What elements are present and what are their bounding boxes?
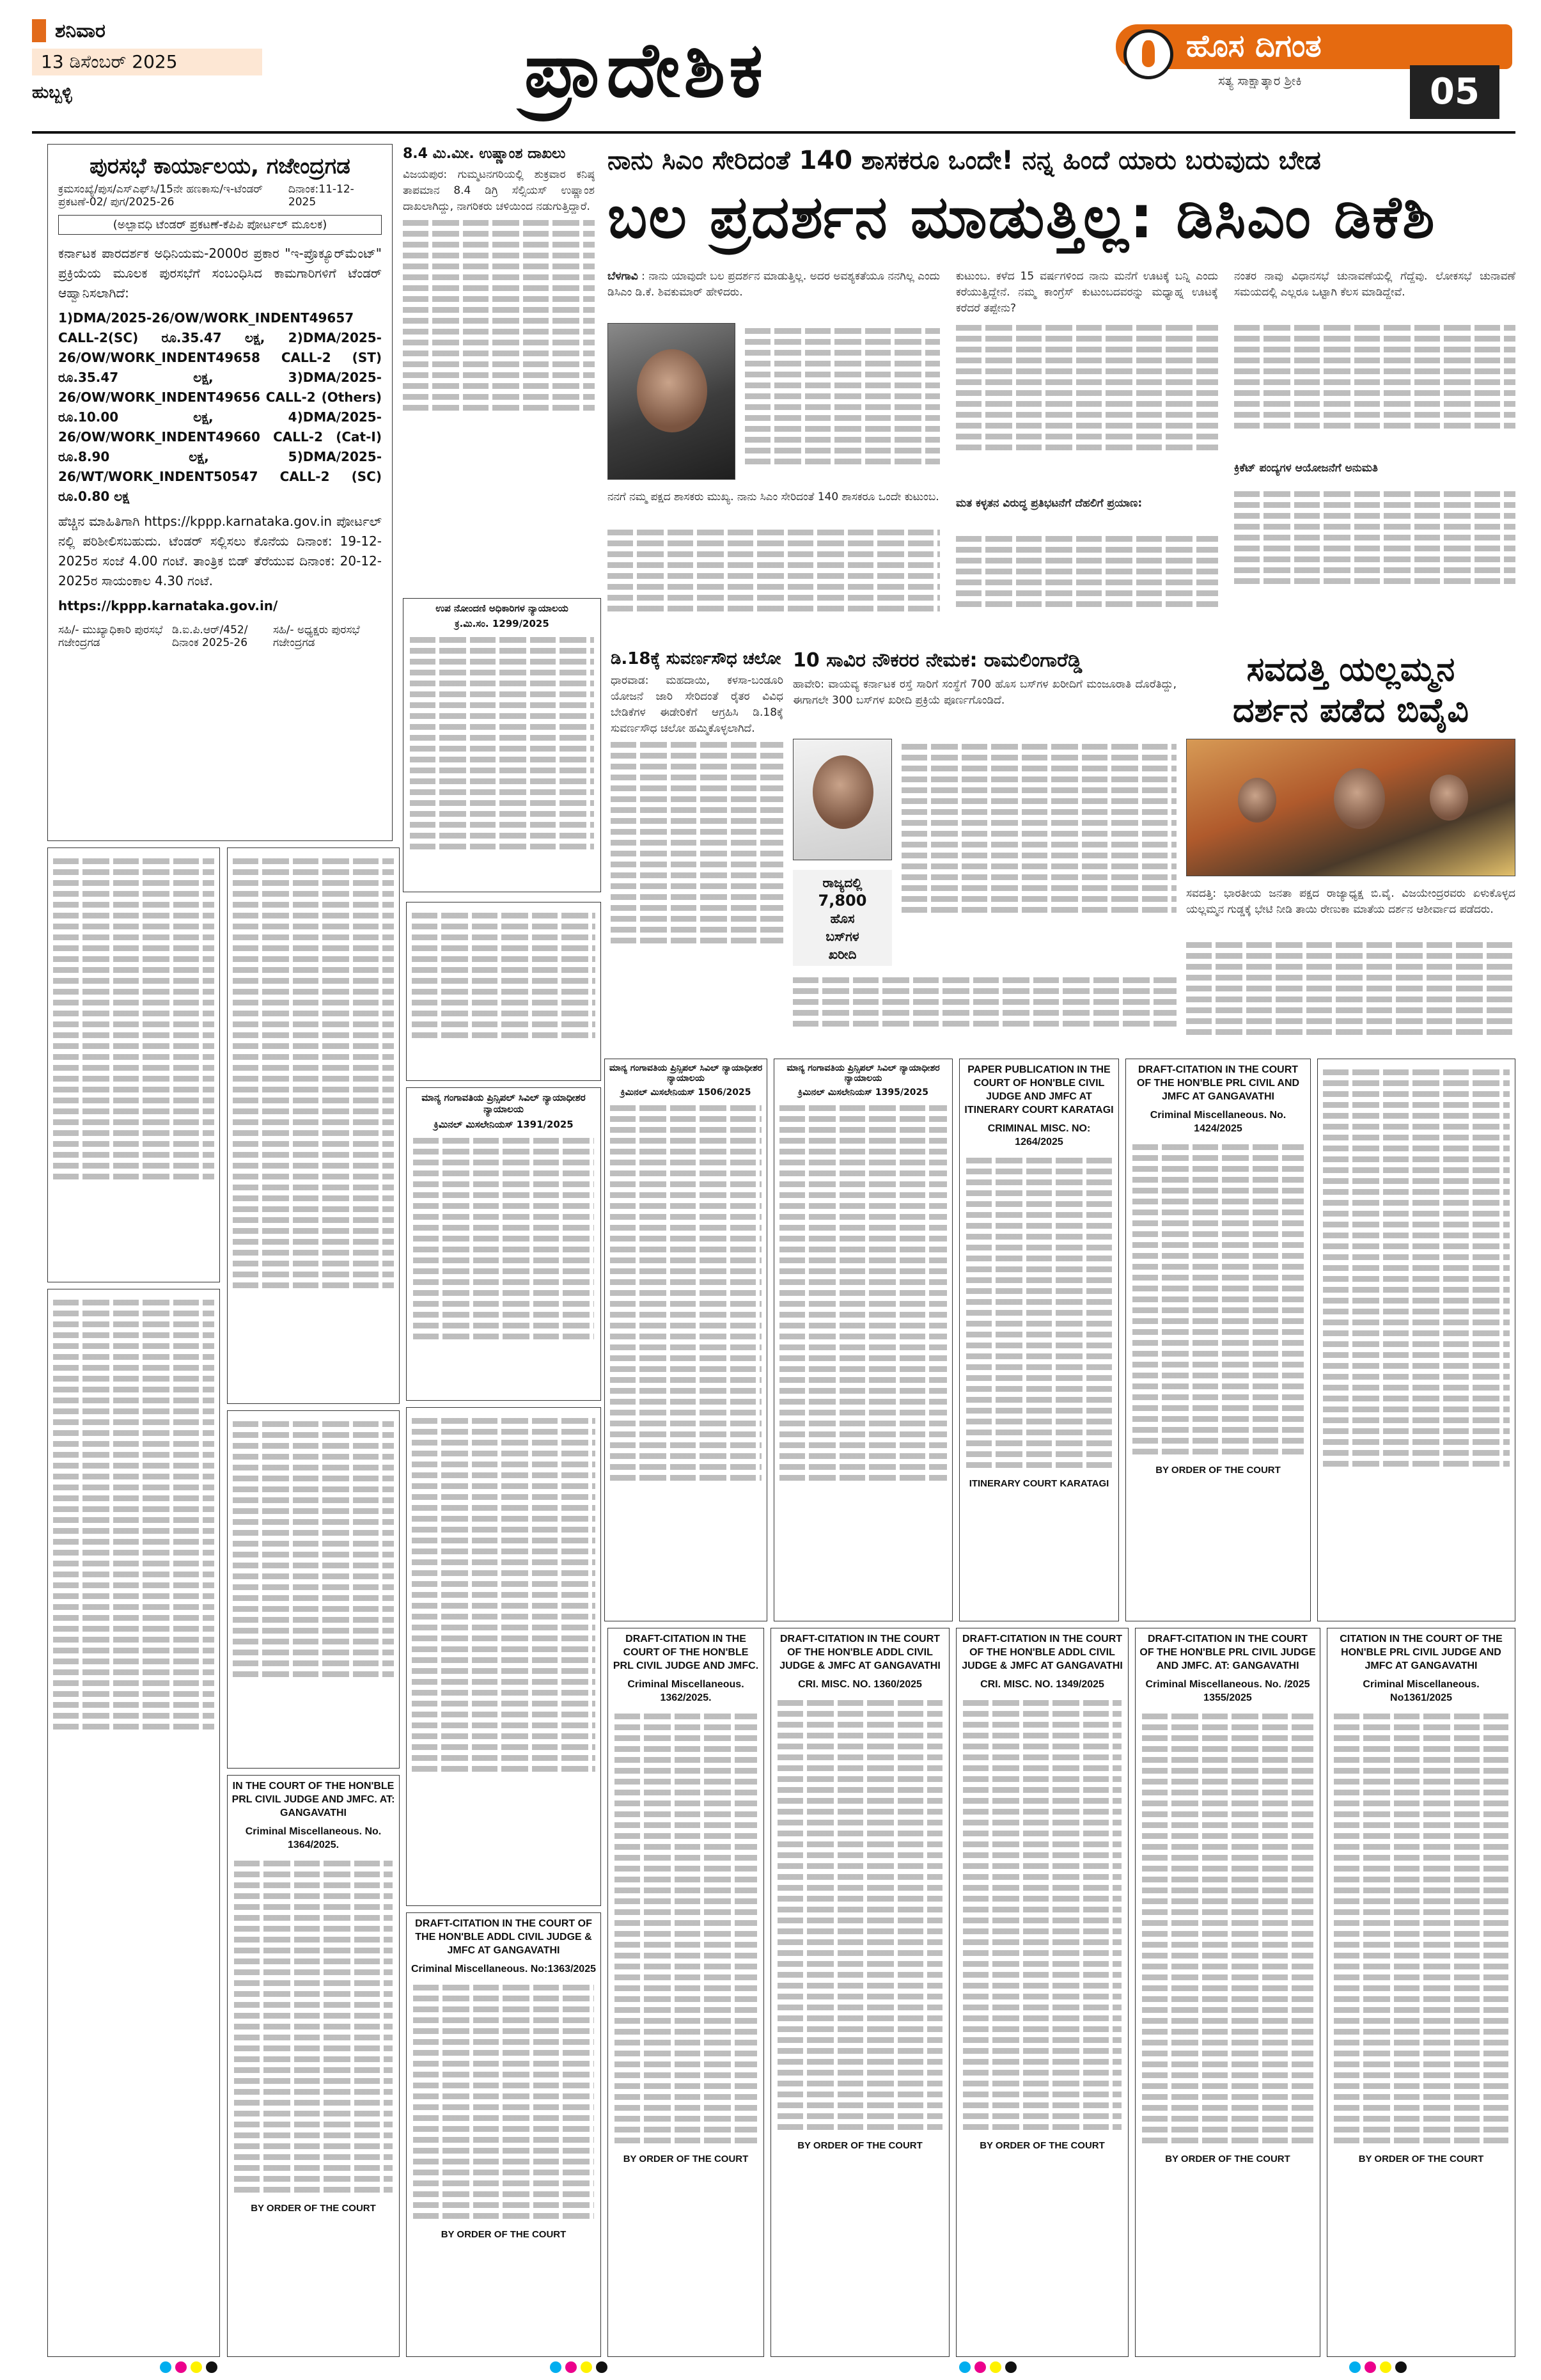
notice-heading: ಮಾನ್ಯ ಗಂಗಾವತಿಯ ಪ್ರಿನ್ಸಿಪಲ್ ಸಿವಿಲ್ ನ್ಯಾಯಾಧೀಶರ ನ್ಯಾಯಾಲಯ (609, 1063, 763, 1084)
court-notice-en-9 (1327, 1628, 1515, 2357)
lead-subhead-1: ಮತ ಕಳ್ಳತನ ವಿರುದ್ಧ ಪ್ರತಿಭಟನೆಗೆ ದೆಹಲಿಗೆ ಪ್ರಯಾಣ: (956, 497, 1143, 510)
notice-heading: DRAFT-CITATION IN THE COURT OF THE HON'BLE ADDL CIVIL JUDGE & JMFC AT GANGAVATHI (779, 1634, 941, 1671)
court-notice-en-3 (227, 1775, 400, 2357)
lead-col1-lines (745, 323, 940, 469)
court-notice-en-4 (406, 1912, 601, 2357)
notice-footer: BY ORDER OF THE COURT (1358, 2154, 1484, 2164)
notice-left-4 (227, 1410, 400, 1769)
lead-col1: ನಾನು ಯಾವುದೇ ಬಲ ಪ್ರದರ್ಶನ ಮಾಡುತ್ತಿಲ್ಲ. ಅದರ ಅವಶ್ಯಕತೆಯೂ ನನಗಿಲ್ಲ ಎಂದು ಡಿಸಿಎಂ ಡಿ.ಕೆ. ಶಿವಕುಮಾರ್ ಹೇಳಿದರು. (607, 270, 940, 299)
story-savadatti (1186, 649, 1515, 1065)
notice-case-number: Criminal Miscellaneous. No. /2025 1355/2025 (1145, 1679, 1310, 1703)
notice-heading: ಮಾನ್ಯ ಗಂಗಾವತಿಯ ಪ್ರಿನ್ಸಿಪಲ್ ಸಿವಿಲ್ ನ್ಯಾಯಾಧೀಶರ ನ್ಯಾಯಾಲಯ (786, 1063, 940, 1084)
notice-case-number: Criminal Miscellaneous. No1361/2025 (1363, 1679, 1480, 1703)
tender-body-dates: ಹೆಚ್ಚಿನ ಮಾಹಿತಿಗಾಗಿ https://kppp.karnataka.gov.in ಪೋರ್ಟಲ್ ನಲ್ಲಿ ಪರಿಶೀಲಿಸಬಹುದು. ಟೆಂಡರ್ ಸಲ್ಲಿಸಲು ಕೊನೆಯ ದಿನಾಂಕ: 19-12-2025ರ ಸಂಜೆ 4.00 ಗಂಟೆ. ತಾಂತ್ರಿಕ ಬಿಡ್ ತೆರೆಯುವ ದಿನಾಂಕ: 20-12-2025ರ ಸಾಯಂಕಾಲ 4.30 ಗಂಟೆ. (58, 514, 382, 588)
lead-headline: ಬಲ ಪ್ರದರ್ಶನ ಮಾಡುತ್ತಿಲ್ಲ: ಡಿಸಿಎಂ ಡಿಕೆಶಿ (607, 183, 1436, 251)
brief-temperature (403, 146, 595, 587)
story-suvarnasoudha (611, 649, 783, 1020)
notice-footer: BY ORDER OF THE COURT (1165, 2154, 1290, 2164)
notice-left-2 (47, 1289, 220, 2357)
cmyk-registration-marks (959, 2361, 1017, 2373)
notice-footer: BY ORDER OF THE COURT (441, 2229, 567, 2240)
notice-case-number: CRIMINAL MISC. NO: 1264/2025 (987, 1123, 1091, 1147)
buses-factbox (793, 870, 892, 966)
notice-left-3 (227, 847, 400, 1404)
court-notice-en-2 (1125, 1059, 1311, 1621)
brand-name: ಹೊಸ ದಿಗಂತ (1186, 28, 1322, 64)
d18-body: ಧಾರವಾಡ: ಮಹದಾಯಿ, ಕಳಸಾ-ಬಂಡೂರಿ ಯೋಜನೆ ಜಾರಿ ಸೇರಿದಂತೆ ರೈತರ ವಿವಿಧ ಬೇಡಿಕೆಗಳ ಈಡೇರಿಕೆಗೆ ಆಗ್ರಹಿಸಿ ಡಿ.18ಕ್ಕೆ ಸುವರ್ಣಸೌಧ ಚಲೋ ಹಮ್ಮಿಕೊಳ್ಳಲಾಗಿದೆ. (611, 674, 783, 735)
cmyk-registration-marks (550, 2361, 607, 2373)
notice-footer: ITINERARY COURT KARATAGI (969, 1478, 1109, 1489)
issue-date: 13 ಡಿಸೆಂಬರ್ 2025 (32, 49, 262, 75)
tender-subtitle: (ಅಲ್ಪಾವಧಿ ಟೆಂಡರ್ ಪ್ರಕಟಣೆ-ಕೆಪಿಪಿ ಪೋರ್ಟಲ್ ಮೂಲಕ) (58, 215, 382, 235)
lead-subhead-2: ಕ್ರಿಕೆಟ್ ಪಂದ್ಯಗಳ ಆಯೋಜನೆಗೆ ಅನುಮತಿ (1234, 462, 1378, 475)
lead-story: ಬೆಳಗಾವಿ : ನಾನು ಯಾವುದೇ ಬಲ ಪ್ರದರ್ಶನ ಮಾಡುತ್ತಿಲ್ಲ. ಅದರ ಅವಶ್ಯಕತೆಯೂ ನನಗಿಲ್ಲ ಎಂದು ಡಿಸಿಎಂ ಡಿ.ಕೆ. ಶಿವಕುಮಾರ್ ಹೇಳಿದರು. ನನಗೆ ನಮ್ಮ ಪಕ್ಷದ ಶಾಸಕರು ಮುಖ್ಯ. ನಾನು ಸಿಎಂ ಸೇರಿದಂತೆ 140 ಶಾಸಕರೂ ಒಂದೇ ಕುಟುಂಬ. ಕುಟುಂಬ. ಕಳೆದ 15 ವರ್ಷಗಳಿಂದ ನಾನು ಮನೆಗೆ ಊಟಕ್ಕೆ ಬನ್ನಿ ಎಂದು ಕರೆಯುತ್ತಿದ್ದೇನೆ. ನಮ್ಮ ಕಾಂಗ್ರೆಸ್ ಕುಟುಂಬದವರನ್ನು ಮಧ್ಯಾಹ್ನ ಊಟಕ್ಕೆ ಕರೆದರೆ ತಪ್ಪೇನು? ಮತ ಕಳ್ಳತನ ವಿರುದ್ಧ ಪ್ರತಿಭಟನೆಗೆ ದೆಹಲಿಗೆ ಪ್ರಯಾಣ: ನಂತರ ನಾವು ವಿಧಾನಸಭೆ ಚುನಾವಣೆಯಲ್ಲಿ ಗೆದ್ದೆವು. ಲೋಕಸಭೆ ಚುನಾವಣೆ ಸಮಯದಲ್ಲಿ ಎಲ್ಲರೂ ಒಟ್ಟಾಗಿ ಕೆಲಸ ಮಾಡಿದ್ದೇವೆ. ಕ್ರಿಕೆಟ್ ಪಂದ್ಯಗಳ ಆಯೋಜನೆಗೆ ಅನುಮತಿ (607, 269, 1515, 640)
notice-case-number: ಕ್ರ.ಮಿ.ಸಂ. 1299/2025 (455, 618, 549, 629)
notice-case-number: ಕ್ರಿಮಿನಲ್ ಮಿಸಲೇನಿಯಸ್ 1506/2025 (620, 1087, 751, 1098)
brand-logo-block (1116, 24, 1512, 120)
notice-footer: BY ORDER OF THE COURT (623, 2154, 749, 2164)
notice-mid-small (406, 902, 601, 1081)
tender-body-intro: ಕರ್ನಾಟಕ ಪಾರದರ್ಶಕ ಅಧಿನಿಯಮ-2000ರ ಪ್ರಕಾರ "ಇ-ಪ್ರೊಕ್ಯೂರ್‌ಮೆಂಟ್" ಪ್ರಕ್ರಿಯೆಯ ಮೂಲಕ ಪುರಸಭೆಗೆ ಸಂಬಂಧಿಸಿದ ಕಾಮಗಾರಿಗಳಿಗೆ ಟೆಂಡರ್ ಆಹ್ವಾನಿಸಲಾಗಿದೆ: (58, 246, 382, 301)
court-notice-en-6 (770, 1628, 950, 2357)
tender-reference (48, 183, 392, 209)
notice-case-number: ಕ್ರಿಮಿನಲ್ ಮಿಸಲೇನಿಯಸ್ 1391/2025 (434, 1119, 574, 1130)
notice-heading: IN THE COURT OF THE HON'BLE PRL CIVIL JUDGE AND JMFC. AT: GANGAVATHI (231, 1781, 395, 1818)
brief-text-lines (403, 220, 595, 411)
dk-shivakumar-photo (607, 323, 735, 480)
masthead-rule (32, 131, 1515, 134)
notice-case-number: Criminal Miscellaneous. No. 1364/2025. (245, 1826, 382, 1850)
court-notice-en-8 (1135, 1628, 1320, 2357)
notice-footer: BY ORDER OF THE COURT (980, 2140, 1105, 2151)
tender-work-codes: 1)DMA/2025-26/OW/WORK_INDENT49657 CALL-2(SC) ರೂ.35.47 ಲಕ್ಷ, 2)DMA/2025-26/OW/WORK_INDENT49658 CALL-2 (ST) ರೂ.35.47 ಲಕ್ಷ, 3)DMA/2025-26/OW/WORK_INDENT49656 CALL-2 (Others) ರೂ.10.00 ಲಕ್ಷ, 4)DMA/2025-26/OW/WORK_INDENT49660 CALL-2 (Cat-I) ರೂ.8.90 ಲಕ್ಷ, 5)DMA/2025-26/WT/WORK_INDENT50547 CALL-2 (SC) ರೂ.0.80 ಲಕ್ಷ (58, 310, 382, 504)
tender-title: ಪುರಸಭೆ ಕಾರ್ಯಾಲಯ, ಗಜೇಂದ್ರಗಡ (90, 154, 350, 179)
ramalingareddy-photo (793, 739, 892, 860)
notice-footer: BY ORDER OF THE COURT (1155, 1465, 1281, 1476)
notice-case-number: Criminal Miscellaneous. No:1363/2025 (411, 1964, 596, 1974)
factbox-number: 7,800 (818, 892, 867, 910)
factbox-line: ಬಸ್‌ಗಳ (825, 929, 859, 944)
tender-portal-link[interactable]: https://kppp.karnataka.gov.in/ (58, 598, 278, 613)
savadatti-title-2: ದರ್ಶನ ಪಡೆದ ಬಿವೈವಿ (1233, 691, 1469, 730)
notice-left-1 (47, 847, 220, 1282)
tender-ref-number: ಕ್ರಮಸಂಖ್ಯೆ/ಪುಸ/ಎಸ್‌ಎಫ್‌ಸಿ/15ನೇ ಹಣಕಾಸು/ಇ-ಟೆಂಡರ್ ಪ್ರಕಟಣೆ-02/ ಪುಗ/2025-26 (58, 183, 263, 209)
notice-heading: DRAFT-CITATION IN THE COURT OF THE HON'BLE PRL CIVIL JUDGE AND JMFC. (613, 1634, 759, 1671)
court-notice-kn-3 (604, 1059, 767, 1621)
notice-case-number: Criminal Miscellaneous. No. 1424/2025 (1150, 1110, 1287, 1134)
factbox-line: ಹೊಸ (830, 911, 855, 926)
notice-heading: DRAFT-CITATION IN THE COURT OF THE HON'BLE ADDL CIVIL JUDGE & JMFC AT GANGAVATHI (962, 1634, 1123, 1671)
notice-heading: ಮಾನ್ಯ ಗಂಗಾವತಿಯ ಪ್ರಿನ್ಸಿಪಲ್ ಸಿವಿಲ್ ನ್ಯಾಯಾಧೀಶರ ನ್ಯಾಯಾಲಯ (421, 1092, 586, 1115)
vijayendra-temple-photo (1186, 739, 1515, 876)
lead-dateline: ಬೆಳಗಾವಿ (607, 270, 638, 283)
lead-col2: ಕುಟುಂಬ. ಕಳೆದ 15 ವರ್ಷಗಳಿಂದ ನಾನು ಮನೆಗೆ ಊಟಕ್ಕೆ ಬನ್ನಿ ಎಂದು ಕರೆಯುತ್ತಿದ್ದೇನೆ. ನಮ್ಮ ಕಾಂಗ್ರೆಸ್ ಕುಟುಂಬದವರನ್ನು ಮಧ್ಯಾಹ್ನ ಊಟಕ್ಕೆ ಕರೆದರೆ ತಪ್ಪೇನು? (956, 270, 1218, 315)
jobs-body: ಹಾವೇರಿ: ವಾಯವ್ಯ ಕರ್ನಾಟಕ ರಸ್ತೆ ಸಾರಿಗೆ ಸಂಸ್ಥೆಗೆ 700 ಹೊಸ ಬಸ್‌ಗಳ ಖರೀದಿಗೆ ಮಂಜೂರಾತಿ ದೊರೆತಿದ್ದು, ಈಗಾಗಲೇ 300 ಬಸ್‌ಗಳ ಖರೀದಿ ಪ್ರಕ್ರಿಯೆ ಪೂರ್ಣಗೊಂಡಿದೆ. (793, 678, 1177, 707)
court-notice-en-5 (607, 1628, 764, 2357)
jobs-title: 10 ಸಾವಿರ ನೌಕರರ ನೇಮಕ: ರಾಮಲಿಂಗಾರೆಡ್ಡಿ (793, 649, 1083, 672)
page-number: 05 (1410, 65, 1499, 119)
notice-heading: CITATION IN THE COURT OF THE HON'BLE PRL CIVIL JUDGE AND JMFC AT GANGAVATHI (1340, 1634, 1503, 1671)
notice-heading: ಉಪ ನೋಂದಣಿ ಅಧಿಕಾರಿಗಳ ನ್ಯಾಯಾಲಯ (435, 603, 568, 614)
notice-footer: BY ORDER OF THE COURT (797, 2140, 923, 2151)
tender-sign-left: ಸಹಿ/- ಮುಖ್ಯಾಧಿಕಾರಿ ಪುರಸಭೆ ಗಜೇಂದ್ರಗಡ (58, 624, 163, 649)
notice-heading: DRAFT-CITATION IN THE COURT OF THE HON'BLE PRL CIVIL JUDGE AND JMFC. AT: GANGAVATHI (1139, 1634, 1316, 1671)
tender-sign-right: ಸಹಿ/- ಅಧ್ಯಕ್ಷರು ಪುರಸಭೆ ಗಜೇಂದ್ರಗಡ (273, 624, 360, 649)
notice-right-kn (1317, 1059, 1515, 1621)
notice-footer: BY ORDER OF THE COURT (251, 2203, 376, 2214)
factbox-line: ಖರೀದಿ (828, 947, 857, 962)
notice-case-number: CRI. MISC. NO. 1349/2025 (980, 1679, 1104, 1690)
court-notice-kn-4 (774, 1059, 953, 1621)
story-recruitment (793, 649, 1177, 1052)
masthead (0, 0, 1541, 138)
section-title: ಪ್ರಾದೇಶಿಕ (524, 26, 767, 114)
lead-col1b: ನನಗೆ ನಮ್ಮ ಪಕ್ಷದ ಶಾಸಕರು ಮುಖ್ಯ. ನಾನು ಸಿಎಂ ಸೇರಿದಂತೆ 140 ಶಾಸಕರೂ ಒಂದೇ ಕುಟುಂಬ. (607, 491, 939, 503)
lead-kicker: ನಾನು ಸಿಎಂ ಸೇರಿದಂತೆ 140 ಶಾಸಕರೂ ಒಂದೇ! ನನ್ನ ಹಿಂದೆ ಯಾರು ಬರುವುದು ಬೇಡ (607, 146, 1321, 175)
dateline-block (32, 19, 364, 103)
factbox-line: ರಾಜ್ಯದಲ್ಲಿ (822, 875, 863, 890)
brief-body: ವಿಜಯಪುರ: ಗುಮ್ಮಟನಗರಿಯಲ್ಲಿ ಶುಕ್ರವಾರ ಕನಿಷ್ಠ ತಾಪಮಾನ 8.4 ಡಿಗ್ರಿ ಸೆಲ್ಸಿಯಸ್ ಉಷ್ಣಾಂಶ ದಾಖಲಾಗಿದ್ದು, ನಾಗರಿಕರು ಚಳಿಯಿಂದ ನಡುಗುತ್ತಿದ್ದಾರೆ. (403, 168, 595, 213)
flame-logo-icon (1123, 29, 1173, 79)
tender-ref-date: ದಿನಾಂಕ:11-12-2025 (288, 183, 354, 209)
notice-case-number: ಕ್ರಿಮಿನಲ್ ಮಿಸಲೇನಿಯಸ್ 1395/2025 (798, 1087, 928, 1098)
cmyk-registration-marks (160, 2361, 217, 2373)
accent-bar (32, 19, 46, 42)
notice-case-number: CRI. MISC. NO. 1360/2025 (798, 1679, 922, 1690)
court-notice-en-7 (956, 1628, 1129, 2357)
edition-city: ಹುಬ್ಬಳ್ಳಿ (32, 83, 72, 102)
savadatti-title-1: ಸವದತ್ತಿ ಯಲ್ಲಮ್ಮನ (1246, 650, 1455, 689)
notice-mid-lower (406, 1407, 601, 1906)
court-notice-en-1 (959, 1059, 1119, 1621)
tender-signatures (48, 619, 392, 654)
tender-notice (47, 144, 393, 841)
notice-heading: DRAFT-CITATION IN THE COURT OF THE HON'BLE PRL CIVIL AND JMFC AT GANGAVATHI (1136, 1064, 1300, 1102)
cmyk-registration-marks (1349, 2361, 1407, 2373)
d18-title: ಡಿ.18ಕ್ಕೆ ಸುವರ್ಣಸೌಧ ಚಲೋ (611, 649, 781, 668)
weekday: ಶನಿವಾರ (55, 19, 106, 42)
lead-col3: ನಂತರ ನಾವು ವಿಧಾನಸಭೆ ಚುನಾವಣೆಯಲ್ಲಿ ಗೆದ್ದೆವು. ಲೋಕಸಭೆ ಚುನಾವಣೆ ಸಮಯದಲ್ಲಿ ಎಲ್ಲರೂ ಒಟ್ಟಾಗಿ ಕೆಲಸ ಮಾಡಿದ್ದೇವೆ. (1234, 270, 1515, 299)
brief-title: 8.4 ಮಿ.ಮೀ. ಉಷ್ಣಾಂಶ ದಾಖಲು (403, 146, 566, 162)
notice-heading: DRAFT-CITATION IN THE COURT OF THE HON'BLE ADDL CIVIL JUDGE & JMFC AT GANGAVATHI (415, 1918, 592, 1956)
notice-case-number: Criminal Miscellaneous. 1362/2025. (627, 1679, 744, 1703)
savadatti-body: ಸವದತ್ತಿ: ಭಾರತೀಯ ಜನತಾ ಪಕ್ಷದ ರಾಜ್ಯಾಧ್ಯಕ್ಷ ಬಿ.ವೈ. ವಿಜಯೇಂದ್ರರವರು ಏಳುಕೊಳ್ಳದ ಯಲ್ಲಮ್ಮನ ಗುಡ್ಡಕ್ಕೆ ಭೇಟಿ ನೀಡಿ ತಾಯಿ ರೇಣುಕಾ ಮಾತೆಯ ದರ್ಶನ ಆಶೀರ್ವಾದ ಪಡೆದರು. (1186, 887, 1515, 916)
court-notice-kn-2 (406, 1087, 601, 1401)
brand-tagline: ಸತ್ಯ ಸಾಕ್ಷಾತ್ಕಾರ ಶ್ರೀಕಿ (1218, 73, 1302, 88)
tender-sign-mid: ಡಿ.ಐ.ಪಿ.ಆರ್/452/ ದಿನಾಂಕ 2025-26 (172, 624, 248, 649)
notice-heading: PAPER PUBLICATION IN THE COURT OF HON'BLE CIVIL JUDGE AND JMFC AT ITINERARY COURT KARATAGI (964, 1064, 1114, 1115)
court-notice-kn-1 (403, 598, 601, 892)
